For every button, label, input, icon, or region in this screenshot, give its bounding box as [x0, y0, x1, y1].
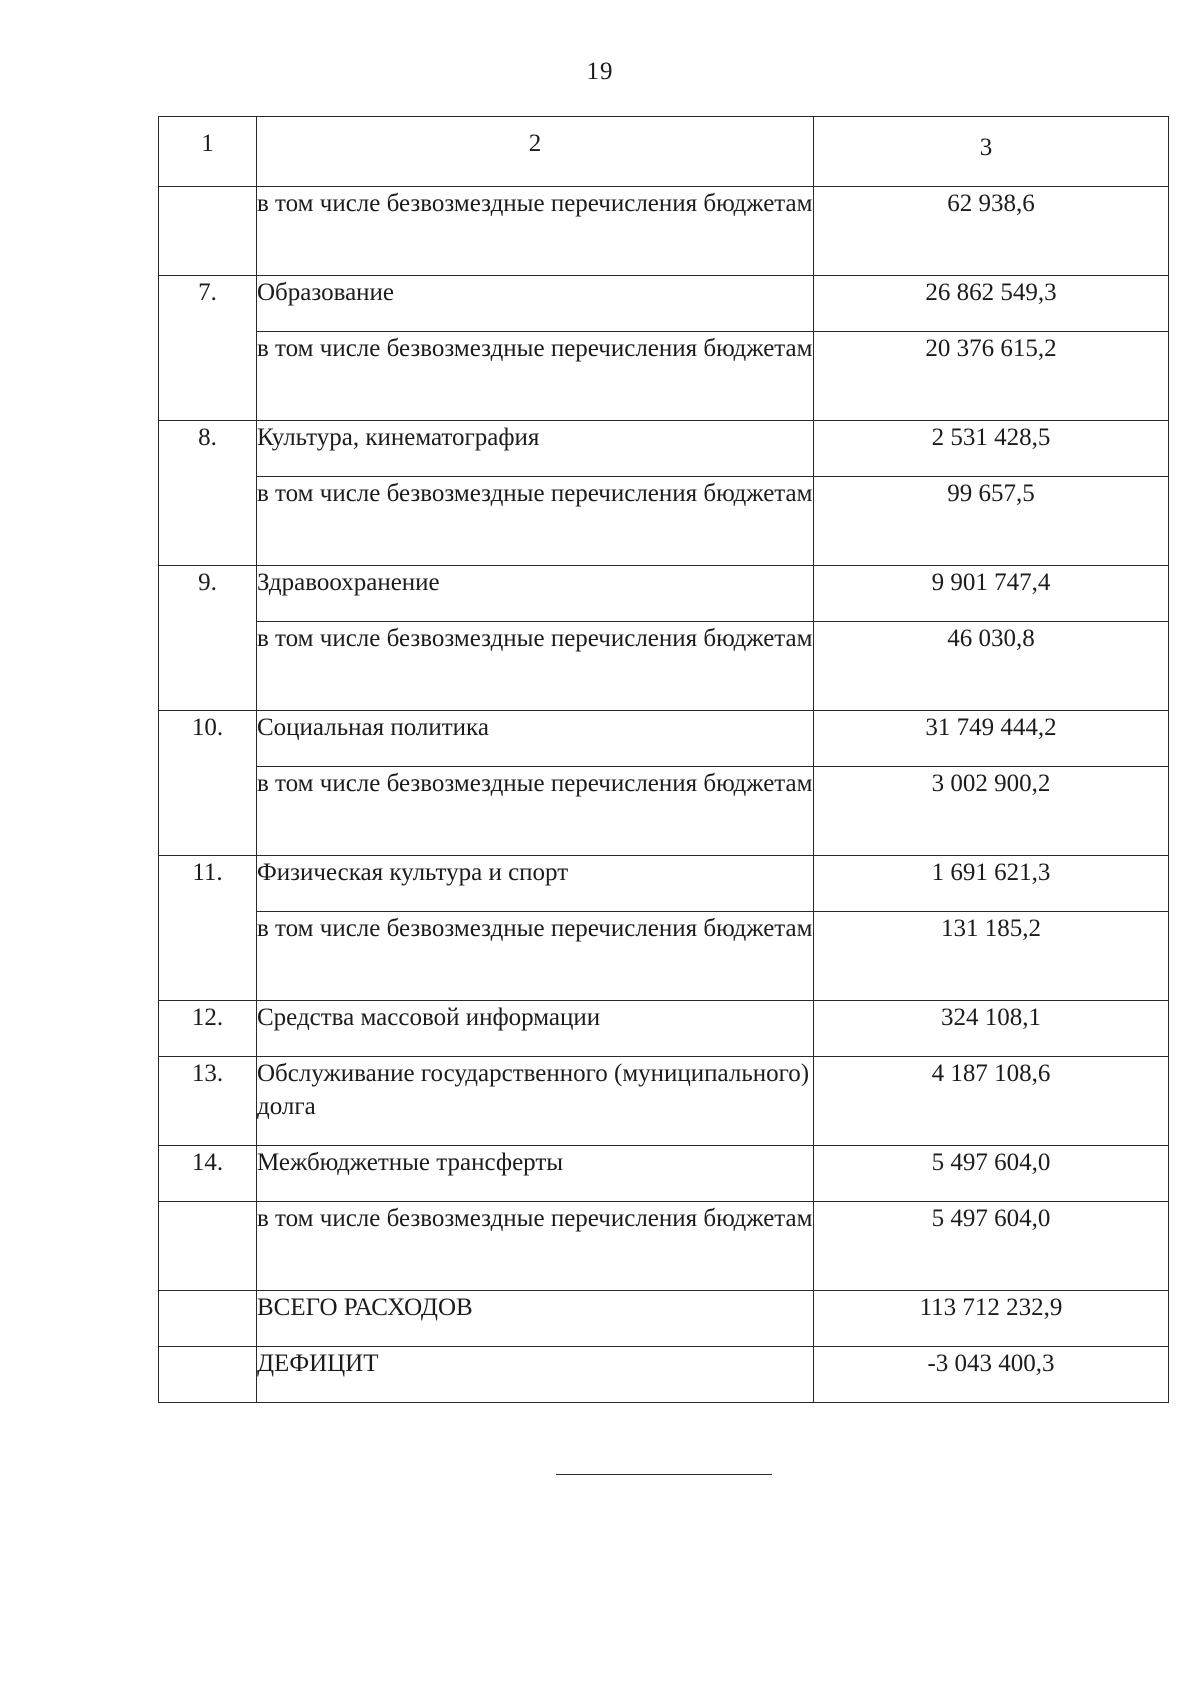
table-row — [159, 1146, 1169, 1202]
row-value: 26 862 549,3 — [814, 276, 1169, 332]
row-sub-value: 131 185,2 — [814, 912, 1169, 1001]
row-sub-value: 20 376 615,2 — [814, 332, 1169, 421]
closing-rule-line — [556, 1474, 772, 1475]
row-sub-value: 62 938,6 — [814, 187, 1169, 276]
table-row-sub — [159, 1202, 1169, 1291]
row-number: 14. — [159, 1146, 257, 1202]
row-sub-label: в том числе безвозмездные перечисления бюджетам — [257, 187, 814, 276]
table-total-row — [159, 1291, 1169, 1347]
table-header-row — [159, 117, 1169, 187]
table-total-row — [159, 1347, 1169, 1403]
row-label: Культура, кинематография — [257, 421, 814, 477]
row-label: Здравоохранение — [257, 566, 814, 622]
row-number: 7. — [159, 276, 257, 421]
row-sub-label: в том числе безвозмездные перечисления бюджетам — [257, 477, 814, 566]
row-number-cell — [159, 1202, 257, 1291]
row-number: 13. — [159, 1057, 257, 1146]
row-value: 1 691 621,3 — [814, 856, 1169, 912]
row-label: Образование — [257, 276, 814, 332]
table-row-sub — [159, 332, 1169, 421]
table-row — [159, 856, 1169, 912]
total-value: 113 712 232,9 — [814, 1291, 1169, 1347]
row-label: Межбюджетные трансферты — [257, 1146, 814, 1202]
row-number: 8. — [159, 421, 257, 566]
row-number-cell — [159, 1291, 257, 1347]
row-sub-value: 5 497 604,0 — [814, 1202, 1169, 1291]
row-number-cell — [159, 187, 257, 276]
page-number: 19 — [586, 58, 614, 85]
row-value: 9 901 747,4 — [814, 566, 1169, 622]
total-value: -3 043 400,3 — [814, 1347, 1169, 1403]
row-value: 324 108,1 — [814, 1001, 1169, 1057]
row-label: Физическая культура и спорт — [257, 856, 814, 912]
table-row — [159, 1001, 1169, 1057]
table-row-continued-sub — [159, 187, 1169, 276]
row-sub-value: 99 657,5 — [814, 477, 1169, 566]
table-row — [159, 421, 1169, 477]
row-label: Обслуживание государственного (муниципального) долга — [257, 1057, 814, 1146]
row-value: 5 497 604,0 — [814, 1146, 1169, 1202]
row-number: 9. — [159, 566, 257, 711]
row-number: 12. — [159, 1001, 257, 1057]
row-sub-value: 46 030,8 — [814, 622, 1169, 711]
table-row — [159, 566, 1169, 622]
row-sub-value: 3 002 900,2 — [814, 767, 1169, 856]
table-row — [159, 711, 1169, 767]
table-row-sub — [159, 477, 1169, 566]
row-sub-label: в том числе безвозмездные перечисления бюджетам — [257, 912, 814, 1001]
table-row — [159, 276, 1169, 332]
row-number-cell — [159, 1347, 257, 1403]
row-sub-label: в том числе безвозмездные перечисления бюджетам — [257, 622, 814, 711]
header-col-1: 1 — [159, 117, 257, 187]
row-value: 4 187 108,6 — [814, 1057, 1169, 1146]
row-number: 11. — [159, 856, 257, 1001]
total-label: ДЕФИЦИТ — [257, 1347, 814, 1403]
row-sub-label: в том числе безвозмездные перечисления бюджетам — [257, 332, 814, 421]
table-row-sub — [159, 912, 1169, 1001]
table-row — [159, 1057, 1169, 1146]
row-sub-label: в том числе безвозмездные перечисления бюджетам — [257, 1202, 814, 1291]
budget-expenditure-table — [158, 116, 1169, 1403]
table-row-sub — [159, 767, 1169, 856]
header-col-2: 2 — [257, 117, 814, 187]
row-label: Средства массовой информации — [257, 1001, 814, 1057]
row-sub-label: в том числе безвозмездные перечисления бюджетам — [257, 767, 814, 856]
row-value: 31 749 444,2 — [814, 711, 1169, 767]
total-label: ВСЕГО РАСХОДОВ — [257, 1291, 814, 1347]
row-value: 2 531 428,5 — [814, 421, 1169, 477]
table-row-sub — [159, 622, 1169, 711]
header-col-3: 3 — [814, 117, 1169, 187]
row-number: 10. — [159, 711, 257, 856]
row-label: Социальная политика — [257, 711, 814, 767]
